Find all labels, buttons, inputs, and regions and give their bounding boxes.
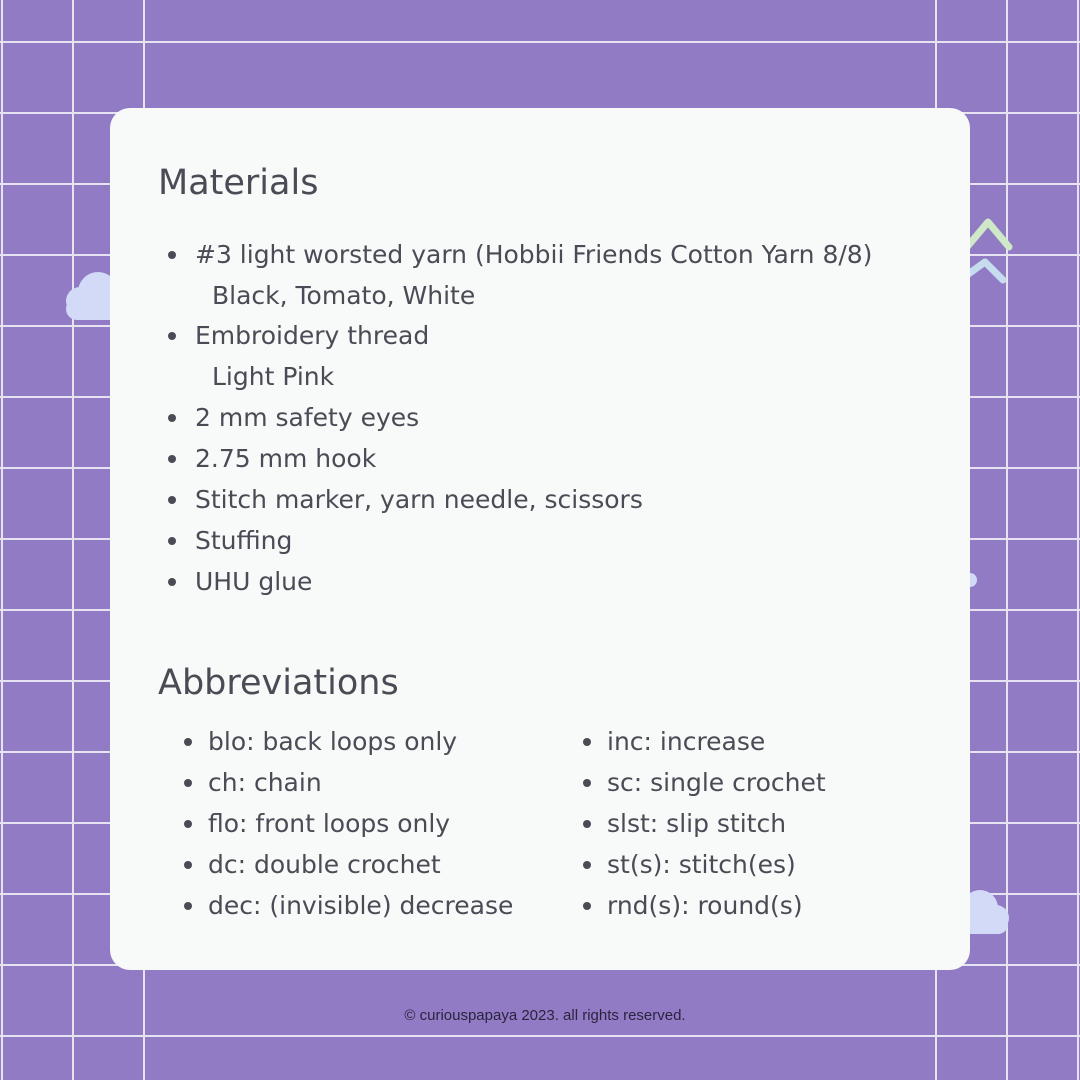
bullet [583,820,591,828]
abbreviation-text: st(s): stitch(es) [607,850,796,879]
list-item-detail [212,360,334,394]
bullet [184,738,192,746]
abbreviations-heading: Abbreviations [158,663,399,703]
abbreviation-text: ch: chain [208,768,322,797]
abbreviation-text: sc: single crochet [607,768,826,797]
abbreviation-text: slst: slip stitch [607,809,787,838]
copyright-footer: © curiouspapaya 2023. all rights reserved. [404,1007,686,1024]
abbreviation-text: flo: front loops only [208,809,451,838]
bullet [583,902,591,910]
bullet [168,455,176,463]
bullet [168,496,176,504]
material-text: 2.75 mm hook [195,444,377,473]
bullet [168,414,176,422]
list-item [607,848,796,882]
bullet [168,578,176,586]
bullet [168,332,176,340]
abbreviation-text: blo: back loops only [208,727,458,756]
abbreviation-text: inc: increase [607,727,766,756]
list-item [607,889,803,923]
list-item [195,565,312,599]
list-item [195,442,376,476]
material-detail: Black, Tomato, White [212,281,476,310]
list-item [607,807,786,841]
material-text: Stitch marker, yarn needle, scissors [195,485,643,514]
list-item [195,238,872,272]
bullet [168,537,176,545]
list-item [208,807,450,841]
bullet [583,738,591,746]
chevron-up-icon [967,222,1009,280]
material-text: 2 mm safety eyes [195,403,420,432]
list-item-detail [212,279,475,313]
list-item [208,889,513,923]
bullet [184,861,192,869]
abbreviation-text: rnd(s): round(s) [607,891,803,920]
bullet [168,251,176,259]
list-item [607,725,765,759]
material-text: UHU glue [195,567,313,596]
material-text: Embroidery thread [195,321,430,350]
list-item [195,524,292,558]
list-item [195,401,419,435]
list-item [195,483,643,517]
material-detail: Light Pink [212,362,335,391]
material-text: #3 light worsted yarn (Hobbii Friends Cotton Yarn 8/8) [195,240,873,269]
bullet [583,861,591,869]
bullet [583,779,591,787]
abbreviation-text: dec: (invisible) decrease [208,891,514,920]
abbreviation-text: dc: double crochet [208,850,441,879]
bullet [184,779,192,787]
list-item [208,848,441,882]
material-text: Stuffing [195,526,293,555]
list-item [195,319,429,353]
bullet [184,902,192,910]
list-item [208,766,322,800]
bullet [184,820,192,828]
materials-heading: Materials [158,163,319,203]
pattern-card [110,108,970,970]
list-item [208,725,457,759]
list-item [607,766,826,800]
